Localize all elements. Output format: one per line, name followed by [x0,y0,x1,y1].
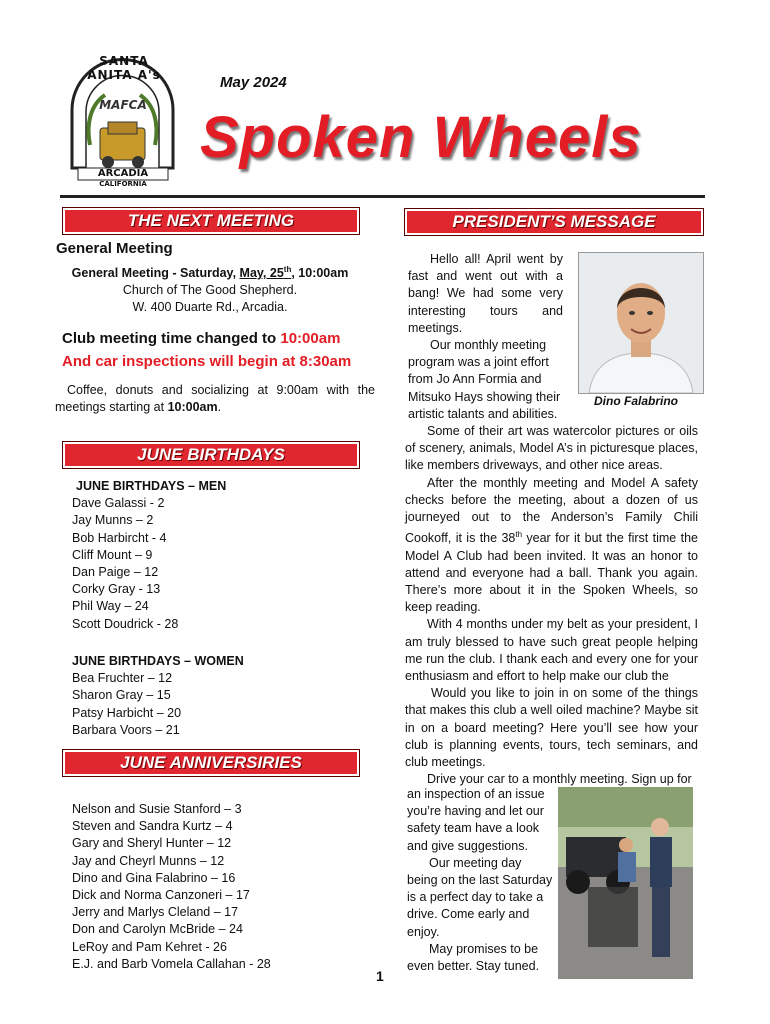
meeting-details [60,261,360,316]
list-item: Dick and Norma Canzoneri – 17 [72,888,250,903]
logo-club-name: MAFCA [99,98,147,112]
list-item: Don and Carolyn McBride – 24 [72,922,243,937]
list-item: LeRoy and Pam Kehret - 26 [72,939,227,954]
list-item: Phil Way – 24 [72,599,149,614]
list-item: Sharon Gray – 15 [72,688,171,703]
logo-state: CALIFORNIA [99,180,147,188]
list-item: Dino and Gina Falabrino – 16 [72,870,236,885]
list-item: Cliff Mount – 9 [72,547,153,562]
list-item: Dan Paige – 12 [72,565,159,580]
paragraph-drive-first: Drive your car to a monthly meeting. Sign up for [427,772,692,787]
list-item: Nelson and Susie Stanford – 3 [72,802,242,816]
men-heading: JUNE BIRTHDAYS – MEN [76,479,227,493]
list-item: Jay Munns – 2 [72,513,154,528]
list-item: Bob Harbircht - 4 [72,530,167,545]
paragraph-art: Some of their art was watercolor pictures or oils of scenery, animals, Model A’s in picturesque places, like members driveways, and other nice areas. [405,424,698,473]
general-meeting-heading: General Meeting [56,240,173,257]
list-item: Dave Galassi - 2 [72,496,165,511]
list-item: Corky Gray - 13 [72,582,161,597]
birthdays-women-list [72,653,352,739]
paragraph-chili-cookoff: After the monthly meeting and Model A safety checks before the meeting, about a dozen of us journeyed out to the Anderson’s Family Chili Cookoff, it is the 38th year for it but the first time the Model A Club had been invited. It was an honor to attend and everyone had a ball. Thank you again. There’s more about it in the Spoken Wheels, so keep reading. [405,475,698,615]
logo-ring-text: SANTA ANITA A's [87,54,161,82]
issue-date: May 2024 [220,74,287,91]
president-photo [578,252,704,394]
paragraph-thanks: With 4 months under my belt as your president, I am truly blessed to have such great people helping me run the club. I thank each and every one for your enthusiasm and effort to help make our club the [405,617,698,683]
meeting-location: Church of The Good Shepherd. [122,283,298,298]
coffee-notice: Coffee, donuts and socializing at 9:00am with the meetings starting at 10:00am. [55,383,375,415]
birthdays-men-list [72,478,352,633]
president-message-banner: PRESIDENT’S MESSAGE [404,208,704,236]
paragraph-join: Would you like to join in on some of the things that makes this club a well oiled machine? Maybe sit in on a board meeting? Here you’ll see how your club is planning events, tours, tech seminars, and club meetings. [405,686,698,770]
list-item: Gary and Sheryl Hunter – 12 [72,836,232,851]
list-item: E.J. and Barb Vomela Callahan - 28 [72,956,271,971]
list-item: Barbara Voors – 21 [72,722,180,737]
anniversaries-list [72,801,372,973]
anniversaries-banner: JUNE ANNIVERSIRIES [62,749,360,777]
car-inspection-photo [558,787,693,979]
newsletter-title: Spoken Wheels [200,105,642,170]
meeting-date-line: General Meeting - Saturday, May, 25th, 10:00am [71,265,349,281]
photo-caption: Dino Falabrino [594,394,678,408]
logo-city: ARCADIA [97,168,149,179]
president-intro: Hello all! April went by fast and went out with a bang! We had some very interesting tours and meetings. Our monthly meeting program was a joint effort from Jo Ann Formia and Mitsuko Hays showing their artistic talants and abilities. [408,252,563,421]
president-body [405,423,698,788]
page-number: 1 [376,968,384,984]
women-heading: JUNE BIRTHDAYS – WOMEN [72,654,244,668]
list-item: Scott Doudrick - 28 [72,616,179,631]
list-item: Patsy Harbicht – 20 [72,705,182,720]
meeting-time-notice: Club meeting time changed to 10:00am And car inspections will begin at 8:30am [62,330,352,370]
header-rule [60,195,705,198]
list-item: Bea Fruchter – 12 [72,671,173,686]
list-item: Jay and Cheyrl Munns – 12 [72,853,225,868]
birthdays-banner: JUNE BIRTHDAYS [62,441,360,469]
next-meeting-banner: THE NEXT MEETING [62,207,360,235]
list-item: Steven and Sandra Kurtz – 4 [72,819,233,834]
list-item: Jerry and Marlys Cleland – 17 [72,905,239,920]
president-closing: an inspection of an issue you’re having and let our safety team have a look and give suggestions. Our meeting day being on the last Saturday is a perfect day to take a drive. Come early and enjoy. May promises to be even better. Stay tuned. [407,787,553,974]
club-logo [60,50,185,190]
meeting-address: W. 400 Duarte Rd., Arcadia. [132,300,288,315]
